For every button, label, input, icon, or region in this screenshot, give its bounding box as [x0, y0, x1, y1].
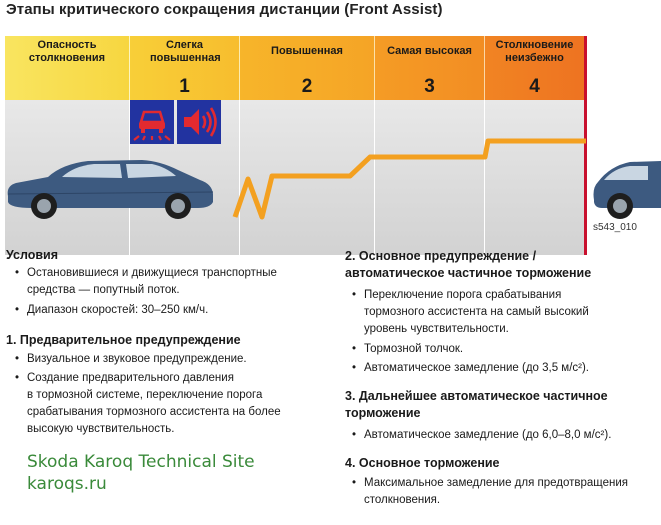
list-item	[15, 351, 327, 368]
list-item-text: в тормозной системе, переключение порога	[27, 389, 263, 401]
list-item	[15, 370, 327, 438]
list-item-text: столкновения.	[364, 494, 441, 506]
bullet-icon: •	[352, 429, 357, 441]
list-item-text: Автоматическое замедление (до 3,5 м/с²).	[364, 362, 590, 374]
list-item-text: средства — попутный поток.	[27, 284, 180, 296]
own-car-image	[2, 156, 217, 220]
section-2-heading-line: автоматическое частичное торможение	[345, 266, 592, 280]
stage-3-number: 3	[424, 76, 435, 97]
section-3-heading	[345, 388, 655, 422]
list-item-text: Остановившиеся и движущиеся транспортные	[27, 267, 277, 279]
bullet-icon: •	[352, 362, 357, 374]
list-item	[15, 265, 327, 299]
bullet-icon: •	[15, 353, 20, 365]
list-item-text: Максимальное замедление для предотвращения	[364, 477, 629, 489]
section-3-heading-line: торможение	[345, 406, 421, 420]
stage-2-number: 2	[301, 76, 313, 97]
list-item-text: Переключение порога срабатывания	[364, 289, 562, 301]
bullet-icon: •	[352, 289, 357, 301]
list-item	[352, 427, 659, 444]
figure-reference-code: s543_010	[593, 222, 637, 233]
watermark-url: karoqs.ru	[27, 474, 107, 494]
bullet-icon: •	[352, 477, 357, 489]
list-item	[15, 302, 327, 319]
page-title: Этапы критического сокращения дистанции (Front Assist)	[6, 1, 443, 18]
list-item-text: срабатывания тормозного ассистента на более	[27, 406, 281, 418]
list-item-text: Автоматическое замедление (до 6,0–8,0 м/с²).	[364, 429, 612, 441]
bullet-icon: •	[352, 343, 357, 355]
list-item	[352, 287, 659, 338]
bullet-icon: •	[15, 372, 20, 384]
stage-3-label: Самая высокая	[387, 45, 472, 57]
list-item-text: уровень чувствительности.	[364, 323, 509, 335]
stage-4-number: 4	[529, 76, 540, 97]
watermark-title: Skoda Karoq Technical Site	[27, 452, 255, 472]
section-1-heading: 1. Предварительное предупреждение	[6, 333, 241, 347]
stage-1-label: Слегка повышенная	[150, 39, 221, 64]
stage-1-number: 1	[179, 76, 190, 97]
list-item-text: Диапазон скоростей: 30–250 км/ч.	[27, 304, 209, 316]
section-4-heading: 4. Основное торможение	[345, 456, 500, 470]
list-item-text: Тормозной толчок.	[364, 343, 464, 355]
list-item	[352, 341, 659, 358]
section-2-heading-line: 2. Основное предупреждение /	[345, 249, 537, 263]
list-item-text: Визуальное и звуковое предупреждение.	[27, 353, 247, 365]
bullet-icon: •	[15, 267, 20, 279]
front-assist-diagram	[0, 36, 661, 226]
stage-0-label: Опасность столкновения	[28, 39, 106, 64]
conditions-heading: Условия	[6, 248, 59, 262]
target-car-image	[590, 156, 661, 220]
section-3-heading-line: 3. Дальнейшее автоматическое частичное	[345, 389, 608, 403]
list-item	[352, 475, 659, 509]
list-item-text: Создание предварительного давления	[27, 372, 234, 384]
list-item-text: высокую чувствительность.	[27, 423, 175, 435]
stage-4-label: Столкновение неизбежно	[495, 39, 574, 64]
bullet-icon: •	[15, 304, 20, 316]
list-item	[352, 360, 659, 377]
section-2-heading	[345, 248, 655, 282]
deceleration-curve	[0, 36, 661, 256]
stage-2-label: Повышенная	[271, 45, 343, 57]
list-item-text: тормозного ассистента на самый высокий	[364, 306, 589, 318]
